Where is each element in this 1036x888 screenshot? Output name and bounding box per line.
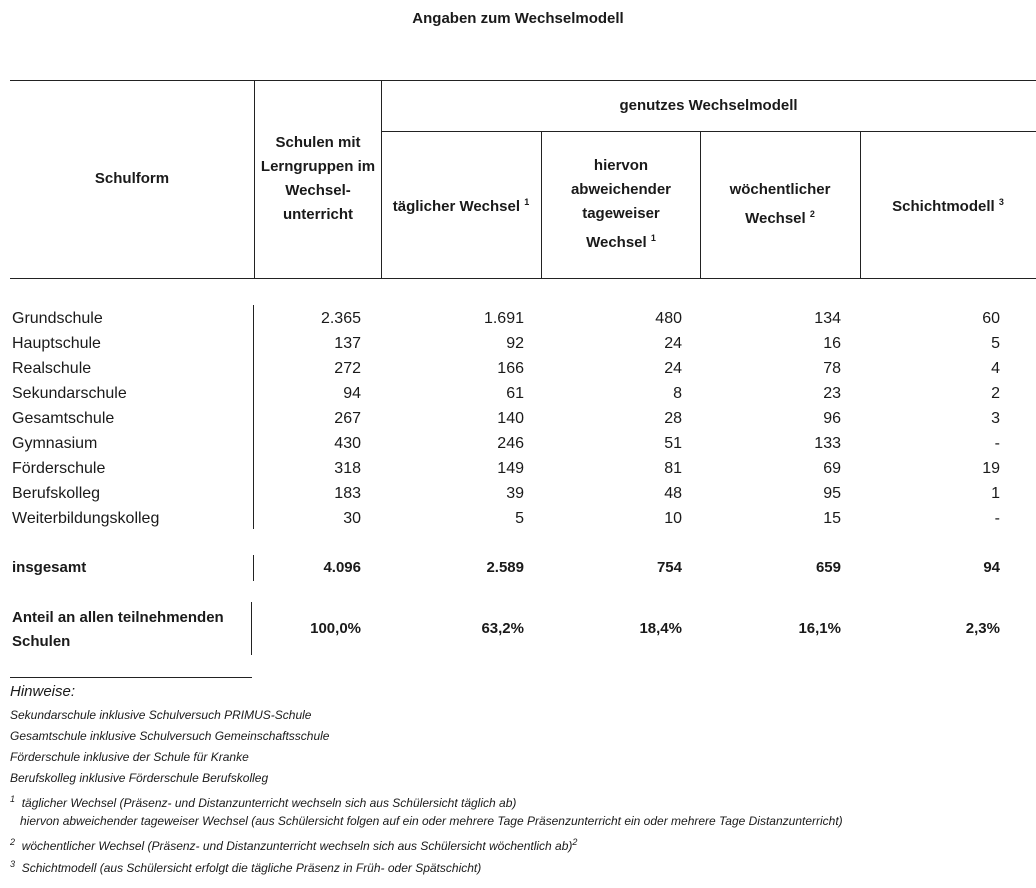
notes-rule bbox=[10, 677, 252, 678]
row-label: Realschule bbox=[12, 360, 92, 377]
row-label: insgesamt bbox=[12, 559, 87, 576]
table-row bbox=[0, 307, 1036, 331]
cell-woechentlich: 134 bbox=[814, 310, 841, 327]
table-row bbox=[0, 482, 1036, 506]
cell-taeglich: 92 bbox=[506, 335, 524, 352]
cell-schulen: 318 bbox=[334, 460, 361, 477]
cell-schulen: 94 bbox=[343, 385, 361, 402]
cell-schulen: 4.096 bbox=[323, 559, 361, 576]
note-line: Sekundarschule inklusive Schulversuch PRIMUS-Schule bbox=[10, 708, 312, 722]
cell-schulen: 272 bbox=[334, 360, 361, 377]
cell-schulen: 100,0% bbox=[310, 620, 361, 637]
cell-schicht: 3 bbox=[991, 410, 1000, 427]
cell-schicht: 19 bbox=[982, 460, 1000, 477]
notes-title: Hinweise: bbox=[10, 683, 76, 700]
cell-abweichend: 24 bbox=[664, 335, 682, 352]
table-row bbox=[0, 332, 1036, 356]
cell-woechentlich: 133 bbox=[814, 435, 841, 452]
row-label: Gymnasium bbox=[12, 435, 98, 452]
cell-taeglich: 61 bbox=[506, 385, 524, 402]
row-label: Gesamtschule bbox=[12, 410, 115, 427]
cell-woechentlich: 96 bbox=[823, 410, 841, 427]
cell-schulen: 137 bbox=[334, 335, 361, 352]
cell-schicht: 60 bbox=[982, 310, 1000, 327]
cell-taeglich: 246 bbox=[497, 435, 524, 452]
share-row bbox=[0, 604, 1036, 654]
header-taeglicher-wechsel: täglicher Wechsel $^1$ bbox=[392, 197, 530, 215]
table-row bbox=[0, 457, 1036, 481]
header-divider bbox=[541, 131, 542, 278]
cell-abweichend: 48 bbox=[664, 485, 682, 502]
footnote-3: $^3$ Schichtmodell (aus Schülersicht erfolgt die tägliche Präsenz in Früh- oder Spätschicht) bbox=[10, 859, 482, 875]
cell-schicht: 5 bbox=[991, 335, 1000, 352]
cell-schicht: 2 bbox=[991, 385, 1000, 402]
row-label: Förderschule bbox=[12, 460, 106, 477]
cell-schulen: 430 bbox=[334, 435, 361, 452]
cell-abweichend: 51 bbox=[664, 435, 682, 452]
cell-schicht: - bbox=[994, 510, 1000, 527]
cell-abweichend: 24 bbox=[664, 360, 682, 377]
table-row bbox=[0, 382, 1036, 406]
cell-abweichend: 754 bbox=[656, 559, 682, 576]
cell-woechentlich: 16 bbox=[823, 335, 841, 352]
row-label: Sekundarschule bbox=[12, 385, 127, 402]
row-label: Anteil an allen teilnehmenden Schulen bbox=[12, 609, 224, 650]
cell-schulen: 183 bbox=[334, 485, 361, 502]
table-row bbox=[0, 432, 1036, 456]
cell-woechentlich: 78 bbox=[823, 360, 841, 377]
note-line: Berufskolleg inklusive Förderschule Berufskolleg bbox=[10, 771, 269, 785]
header-schichtmodell: Schichtmodell $^3$ bbox=[892, 197, 1004, 215]
cell-woechentlich: 23 bbox=[823, 385, 841, 402]
cell-schulen: 267 bbox=[334, 410, 361, 427]
header-schulform: Schulform bbox=[94, 170, 170, 187]
table-row bbox=[0, 507, 1036, 531]
row-label: Grundschule bbox=[12, 310, 103, 327]
footnote-1b: hiervon abweichender tageweiser Wechsel (aus Schülersicht folgen auf ein oder mehrere Tage Präsenzunterricht ein oder mehrere Tage Distanzunterricht) bbox=[20, 814, 843, 828]
cell-woechentlich: 16,1% bbox=[798, 620, 841, 637]
cell-taeglich: 5 bbox=[515, 510, 524, 527]
cell-abweichend: 10 bbox=[664, 510, 682, 527]
cell-schicht: 2,3% bbox=[965, 620, 1000, 637]
footnote-1: $^1$ täglicher Wechsel (Präsenz- und Distanzunterricht wechseln sich aus Schülersicht täglich ab) bbox=[10, 794, 517, 810]
cell-taeglich: 63,2% bbox=[481, 620, 524, 637]
header-woechentlicher-wechsel: wöchentlicher Wechsel $^2$ bbox=[729, 181, 831, 227]
row-label: Berufskolleg bbox=[12, 485, 101, 502]
cell-schicht: 94 bbox=[983, 559, 1000, 576]
header-abweichender-wechsel: hiervon abweichender tageweiser Wechsel $^1$ bbox=[570, 157, 672, 251]
cell-taeglich: 166 bbox=[497, 360, 524, 377]
cell-woechentlich: 659 bbox=[815, 559, 841, 576]
header-divider bbox=[254, 80, 255, 278]
header-divider bbox=[700, 131, 701, 278]
total-row bbox=[0, 556, 1036, 580]
note-line: Gesamtschule inklusive Schulversuch Gemeinschaftsschule bbox=[10, 729, 330, 743]
cell-taeglich: 1.691 bbox=[483, 310, 524, 327]
header-genutztes-wechselmodell: genutzes Wechselmodell bbox=[619, 96, 798, 114]
table-row bbox=[0, 357, 1036, 381]
footnote-2: $^2$ wöchentlicher Wechsel (Präsenz- und Distanzunterricht wechseln sich aus Schülersicht wöchentlich ab)$^2$ bbox=[10, 837, 578, 853]
cell-schicht: 1 bbox=[991, 485, 1000, 502]
cell-schicht: 4 bbox=[991, 360, 1000, 377]
note-line: Förderschule inklusive der Schule für Kranke bbox=[10, 750, 249, 764]
cell-taeglich: 2.589 bbox=[486, 559, 524, 576]
cell-woechentlich: 95 bbox=[823, 485, 841, 502]
header-bottom-rule bbox=[10, 278, 1036, 279]
header-schulen-mit-lerngruppen: Schulen mit Lerngruppen im Wechsel-unterricht bbox=[260, 134, 376, 223]
cell-abweichend: 18,4% bbox=[639, 620, 682, 637]
cell-woechentlich: 15 bbox=[823, 510, 841, 527]
cell-schicht: - bbox=[994, 435, 1000, 452]
cell-woechentlich: 69 bbox=[823, 460, 841, 477]
cell-schulen: 2.365 bbox=[320, 310, 361, 327]
page-title: Angaben zum Wechselmodell bbox=[412, 10, 624, 27]
table-row bbox=[0, 407, 1036, 431]
cell-abweichend: 28 bbox=[664, 410, 682, 427]
row-label: Hauptschule bbox=[12, 335, 101, 352]
cell-abweichend: 8 bbox=[673, 385, 682, 402]
cell-schulen: 30 bbox=[343, 510, 361, 527]
cell-abweichend: 81 bbox=[664, 460, 682, 477]
cell-taeglich: 149 bbox=[497, 460, 524, 477]
row-label: Weiterbildungskolleg bbox=[12, 510, 160, 527]
cell-abweichend: 480 bbox=[655, 310, 682, 327]
cell-taeglich: 140 bbox=[497, 410, 524, 427]
cell-taeglich: 39 bbox=[506, 485, 524, 502]
